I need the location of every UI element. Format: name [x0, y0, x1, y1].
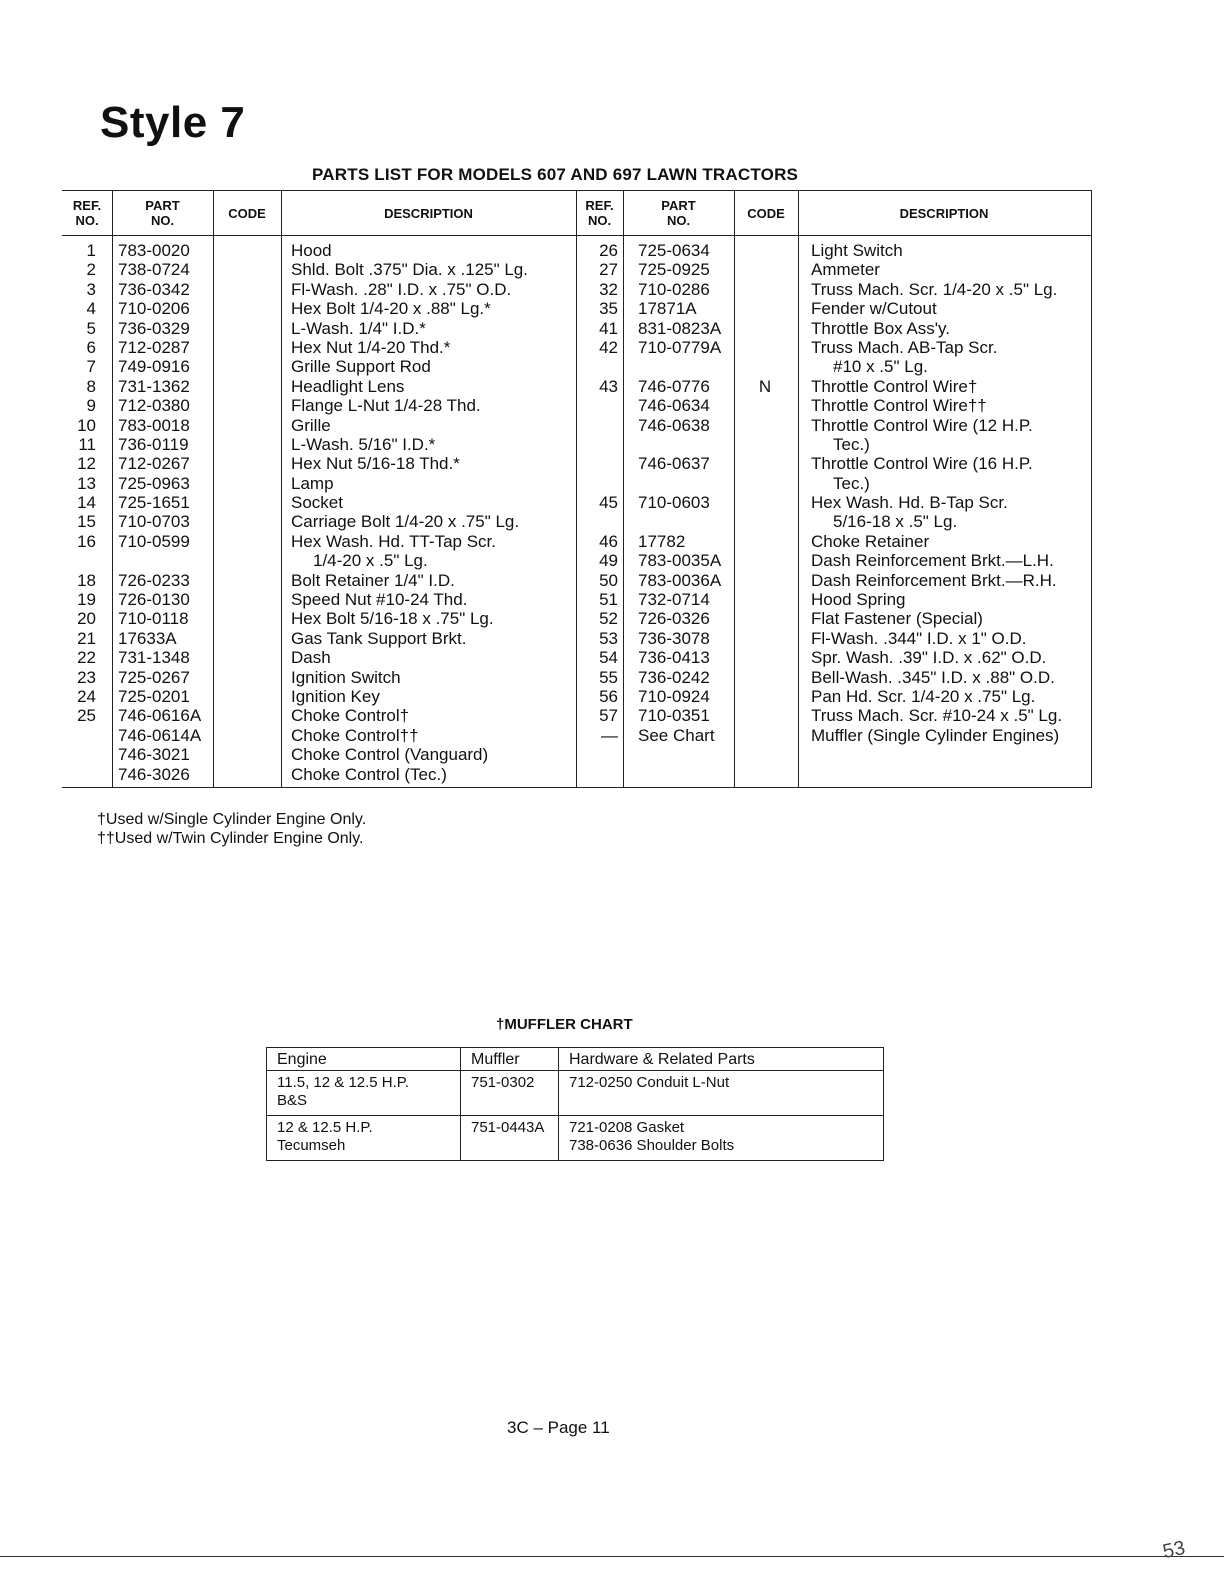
parts-rows: [62, 241, 1091, 784]
part-no-cell: 736-0342: [118, 279, 190, 299]
description-cell: Carriage Bolt 1/4-20 x .75" Lg.: [291, 512, 520, 532]
ref-no-cell-2: 27: [599, 260, 618, 280]
ref-no-cell-2: 35: [599, 299, 618, 319]
table-row: [62, 474, 1091, 493]
description-cell: Ignition Key: [291, 686, 380, 706]
part-no-cell: 736-0119: [118, 434, 189, 454]
ref-no-cell: 23: [77, 667, 96, 687]
description-cell-2: Truss Mach. Scr. 1/4-20 x .5" Lg.: [811, 279, 1058, 299]
muffler-engine-cell: 12 & 12.5 H.P. Tecumseh: [267, 1116, 461, 1161]
ref-no-cell-2: 50: [599, 570, 618, 590]
description-cell-2: Dash Reinforcement Brkt.—L.H.: [811, 551, 1054, 571]
code-cell-2: N: [758, 376, 772, 396]
description-cell: Gas Tank Support Brkt.: [291, 628, 467, 648]
part-no-cell-2: 732-0714: [638, 590, 710, 610]
table-row: [62, 357, 1091, 376]
description-cell: Lamp: [291, 473, 334, 493]
description-cell-2: Bell-Wash. .345" I.D. x .88" O.D.: [811, 667, 1055, 687]
description-cell: Hex Nut 1/4-20 Thd.*: [291, 337, 451, 357]
description-cell-2: Fl-Wash. .344" I.D. x 1" O.D.: [811, 628, 1027, 648]
part-no-cell-2: 783-0035A: [638, 551, 722, 571]
ref-no-cell: 15: [77, 512, 96, 532]
part-no-cell: 712-0267: [118, 454, 190, 474]
muffler-engine-cell: 11.5, 12 & 12.5 H.P. B&S: [267, 1071, 461, 1116]
description-cell: L-Wash. 5/16" I.D.*: [291, 434, 436, 454]
description-cell-2: Truss Mach. AB-Tap Scr.: [811, 337, 998, 357]
ref-no-cell-2: 51: [599, 590, 618, 610]
description-cell-2: Throttle Control Wire (16 H.P.: [811, 454, 1033, 474]
table-row: [62, 416, 1091, 435]
description-cell: Choke Control (Tec.): [291, 764, 447, 784]
part-no-cell: 725-0267: [118, 667, 190, 687]
description-cell-2: Truss Mach. Scr. #10-24 x .5" Lg.: [811, 706, 1063, 726]
ref-no-cell-2: 56: [599, 686, 618, 706]
description-cell: Choke Control†: [291, 706, 410, 726]
ref-no-cell: 18: [77, 570, 96, 590]
ref-no-cell: 25: [77, 706, 96, 726]
description-cell-2: 5/16-18 x .5" Lg.: [833, 512, 958, 532]
part-no-cell-2: See Chart: [638, 725, 715, 745]
part-no-cell: 783-0020: [118, 241, 190, 260]
ref-no-cell: 24: [77, 686, 96, 706]
footnotes: [97, 810, 366, 848]
muffler-header-hardware: Hardware & Related Parts: [559, 1048, 884, 1071]
part-no-cell-2: 710-0779A: [638, 337, 722, 357]
description-cell: Hex Wash. Hd. TT-Tap Scr.: [291, 531, 497, 551]
description-cell: Hood: [291, 241, 332, 260]
ref-no-cell: 1: [86, 241, 96, 260]
part-no-cell: 710-0118: [118, 609, 189, 629]
table-row: [62, 241, 1091, 260]
table-row: [62, 319, 1091, 338]
ref-no-cell-2: 32: [599, 279, 618, 299]
muffler-hardware-cell: 721-0208 Gasket 738-0636 Shoulder Bolts: [559, 1116, 884, 1161]
header-code: CODE: [228, 205, 266, 221]
muffler-part-cell: 751-0443A: [461, 1116, 559, 1161]
ref-no-cell-2: 53: [599, 628, 618, 648]
part-no-cell: 725-0963: [118, 473, 190, 493]
description-cell-2: Spr. Wash. .39" I.D. x .62" O.D.: [811, 648, 1047, 668]
part-no-cell: 726-0130: [118, 590, 190, 610]
description-cell: Choke Control (Vanguard): [291, 745, 489, 765]
description-cell-2: Muffler (Single Cylinder Engines): [811, 725, 1060, 745]
header-part-no: PART NO.: [145, 198, 180, 228]
table-row: [62, 435, 1091, 454]
ref-no-cell-2: 49: [599, 551, 618, 571]
part-no-cell: 17633A: [118, 628, 177, 648]
table-row: [62, 260, 1091, 279]
header-code-2: CODE: [747, 205, 785, 221]
description-cell: L-Wash. 1/4" I.D.*: [291, 318, 426, 338]
table-row: [62, 629, 1091, 648]
ref-no-cell: 12: [77, 454, 96, 474]
part-no-cell: 725-0201: [118, 686, 190, 706]
part-no-cell: 749-0916: [118, 357, 190, 377]
ref-no-cell-2: 45: [599, 493, 618, 513]
muffler-header-engine: Engine: [267, 1048, 461, 1071]
table-row: [62, 551, 1091, 570]
ref-no-cell: 6: [86, 337, 96, 357]
footnote-single: †Used w/Single Cylinder Engine Only.: [97, 811, 367, 828]
description-cell-2: Hex Wash. Hd. B-Tap Scr.: [811, 493, 1008, 513]
footnote-twin: ††Used w/Twin Cylinder Engine Only.: [97, 830, 364, 847]
ref-no-cell: 16: [77, 531, 96, 551]
description-cell-2: #10 x .5" Lg.: [833, 357, 928, 377]
muffler-hardware-cell: 712-0250 Conduit L-Nut: [559, 1071, 884, 1116]
part-no-cell-2: 831-0823A: [638, 318, 722, 338]
description-cell: Headlight Lens: [291, 376, 405, 396]
part-no-cell-2: 725-0925: [638, 260, 710, 280]
ref-no-cell: 2: [86, 260, 96, 280]
part-no-cell-2: 710-0286: [638, 279, 710, 299]
part-no-cell: 731-1362: [118, 376, 190, 396]
part-no-cell: 731-1348: [118, 648, 190, 668]
table-row: [62, 745, 1091, 764]
part-no-cell: 712-0380: [118, 396, 190, 416]
ref-no-cell: 19: [77, 590, 96, 610]
table-row: [62, 338, 1091, 357]
ref-no-cell: 5: [86, 318, 96, 338]
description-cell: Flange L-Nut 1/4-28 Thd.: [291, 396, 481, 416]
description-cell: Choke Control††: [291, 725, 419, 745]
ref-no-cell-2: 46: [599, 531, 618, 551]
table-row: [62, 377, 1091, 396]
ref-no-cell-2: 26: [599, 241, 618, 260]
muffler-header-muffler: Muffler: [461, 1048, 559, 1071]
table-row: [62, 706, 1091, 725]
table-row: [62, 590, 1091, 609]
handwritten-page-mark: 53: [1160, 1536, 1188, 1564]
ref-no-cell: 8: [86, 376, 96, 396]
table-row: [62, 765, 1091, 784]
description-cell-2: Throttle Box Ass'y.: [811, 318, 950, 338]
ref-no-cell-2: 42: [599, 337, 618, 357]
description-cell: Socket: [291, 493, 343, 513]
table-row: [62, 299, 1091, 318]
ref-no-cell-2: 57: [599, 706, 618, 726]
part-no-cell-2: 736-3078: [638, 628, 710, 648]
table-row: [62, 668, 1091, 687]
ref-no-cell: 13: [77, 473, 96, 493]
description-cell-2: Throttle Control Wire††: [811, 396, 987, 416]
description-cell-2: Tec.): [833, 434, 870, 454]
part-no-cell-2: 17782: [638, 531, 686, 551]
part-no-cell-2: 746-0634: [638, 396, 710, 416]
header-description-2: DESCRIPTION: [899, 205, 989, 221]
header-ref-no: REF. NO.: [72, 198, 102, 228]
description-cell-2: Dash Reinforcement Brkt.—R.H.: [811, 570, 1057, 590]
description-cell: Grille Support Rod: [291, 357, 431, 377]
header-description: DESCRIPTION: [384, 205, 473, 221]
table-row: [62, 726, 1091, 745]
description-cell-2: Light Switch: [811, 241, 903, 260]
description-cell: Bolt Retainer 1/4" I.D.: [291, 570, 455, 590]
ref-no-cell: 22: [77, 648, 96, 668]
part-no-cell-2: 746-0637: [638, 454, 710, 474]
description-cell-2: Choke Retainer: [811, 531, 930, 551]
muffler-part-cell: 751-0302: [461, 1071, 559, 1116]
ref-no-cell-2: 43: [599, 376, 618, 396]
ref-no-cell: 20: [77, 609, 96, 629]
part-no-cell-2: 726-0326: [638, 609, 710, 629]
part-no-cell-2: 783-0036A: [638, 570, 722, 590]
ref-no-cell: 7: [86, 357, 96, 377]
muffler-chart-table: [266, 1047, 884, 1161]
parts-table: [62, 190, 1092, 788]
table-row: [62, 648, 1091, 667]
part-no-cell: 710-0703: [118, 512, 190, 532]
description-cell: Speed Nut #10-24 Thd.: [291, 590, 468, 610]
table-row: [62, 454, 1091, 473]
part-no-cell: 746-3026: [118, 764, 190, 784]
bottom-rule: [0, 1556, 1224, 1557]
description-cell: Ignition Switch: [291, 667, 401, 687]
part-no-cell-2: 710-0924: [638, 686, 710, 706]
ref-no-cell: 14: [77, 493, 96, 513]
part-no-cell: 783-0018: [118, 415, 190, 435]
part-no-cell: 710-0599: [118, 531, 190, 551]
part-no-cell-2: 736-0413: [638, 648, 710, 668]
part-no-cell-2: 736-0242: [638, 667, 710, 687]
description-cell: 1/4-20 x .5" Lg.: [313, 551, 428, 571]
part-no-cell: 712-0287: [118, 337, 190, 357]
description-cell-2: Throttle Control Wire†: [811, 376, 978, 396]
ref-no-cell: 9: [86, 396, 96, 416]
muffler-chart-heading: †MUFFLER CHART: [496, 1016, 633, 1033]
part-no-cell-2: 746-0776: [638, 376, 710, 396]
description-cell: Hex Bolt 5/16-18 x .75" Lg.: [291, 609, 494, 629]
part-no-cell-2: 710-0351: [638, 706, 710, 726]
ref-no-cell-2: —: [601, 725, 618, 745]
page-number: 3C – Page 11: [507, 1418, 610, 1437]
part-no-cell: 725-1651: [118, 493, 190, 513]
ref-no-cell: 4: [86, 299, 96, 319]
header-ref-no-2: REF. NO.: [585, 198, 614, 228]
table-row: [62, 687, 1091, 706]
description-cell: Hex Nut 5/16-18 Thd.*: [291, 454, 460, 474]
description-cell-2: Fender w/Cutout: [811, 299, 937, 319]
ref-no-cell: 21: [77, 628, 96, 648]
muffler-row: [267, 1116, 884, 1161]
description-cell: Shld. Bolt .375" Dia. x .125" Lg.: [291, 260, 528, 280]
ref-no-cell-2: 52: [599, 609, 618, 629]
table-row: [62, 396, 1091, 415]
table-row: [62, 609, 1091, 628]
description-cell-2: Tec.): [833, 473, 870, 493]
parts-list-heading: PARTS LIST FOR MODELS 607 AND 697 LAWN TRACTORS: [312, 165, 799, 184]
ref-no-cell: 10: [77, 415, 96, 435]
part-no-cell-2: 725-0634: [638, 241, 710, 260]
description-cell: Grille: [291, 415, 331, 435]
ref-no-cell-2: 54: [599, 648, 618, 668]
table-row: [62, 493, 1091, 512]
part-no-cell-2: 746-0638: [638, 415, 710, 435]
description-cell-2: Hood Spring: [811, 590, 906, 610]
part-no-cell: 710-0206: [118, 299, 190, 319]
ref-no-cell-2: 55: [599, 667, 618, 687]
ref-no-cell: 3: [86, 279, 96, 299]
part-no-cell: 746-0616A: [118, 706, 202, 726]
table-row: [62, 571, 1091, 590]
table-row: [62, 512, 1091, 531]
table-row: [62, 532, 1091, 551]
description-cell-2: Pan Hd. Scr. 1/4-20 x .75" Lg.: [811, 686, 1036, 706]
description-cell: Dash: [291, 648, 331, 668]
part-no-cell: 746-0614A: [118, 725, 202, 745]
description-cell-2: Flat Fastener (Special): [811, 609, 983, 629]
part-no-cell: 726-0233: [118, 570, 190, 590]
header-part-no-2: PART NO.: [661, 198, 696, 228]
part-no-cell-2: 17871A: [638, 299, 697, 319]
part-no-cell: 738-0724: [118, 260, 190, 280]
ref-no-cell: 11: [78, 434, 96, 454]
part-no-cell: 746-3021: [118, 745, 190, 765]
description-cell: Hex Bolt 1/4-20 x .88" Lg.*: [291, 299, 491, 319]
description-cell-2: Ammeter: [811, 260, 880, 280]
ref-no-cell-2: 41: [599, 318, 618, 338]
part-no-cell-2: 710-0603: [638, 493, 710, 513]
description-cell: Fl-Wash. .28" I.D. x .75" O.D.: [291, 279, 512, 299]
description-cell-2: Throttle Control Wire (12 H.P.: [811, 415, 1033, 435]
muffler-row: [267, 1071, 884, 1116]
style-title: Style 7: [100, 98, 246, 147]
table-row: [62, 280, 1091, 299]
part-no-cell: 736-0329: [118, 318, 190, 338]
